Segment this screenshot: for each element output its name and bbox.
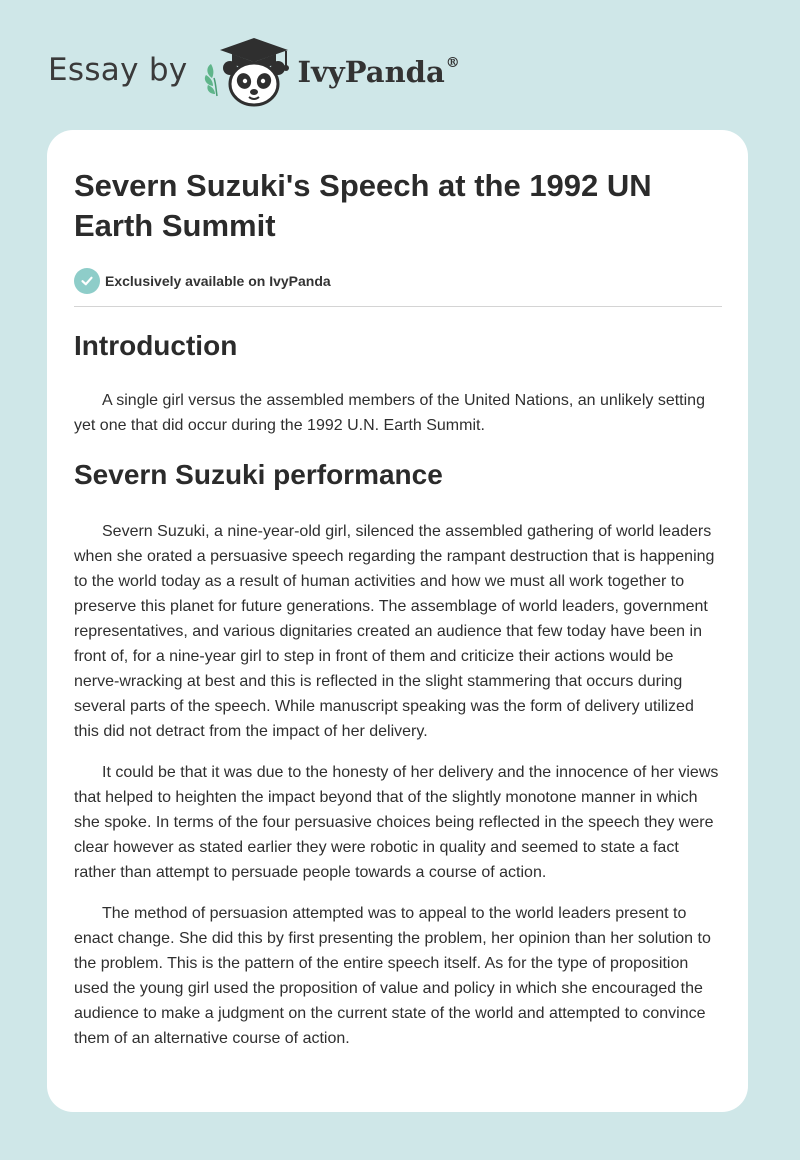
page-title: Severn Suzuki's Speech at the 1992 UN Earth Summit — [74, 168, 652, 243]
paragraph: The method of persuasion attempted was to appeal to the world leaders present to enact change. She did this by first presenting the problem, her opinion than her solution to the problem. This is the pattern of the entire speech itself. As for the type of proposition used the young girl used the proposition of value and policy in which she encouraged the audience to make a judgment on the current state of the world and attempted to convince them of an alternative course of action. — [74, 905, 711, 1047]
paragraph: A single girl versus the assembled members of the United Nations, an unlikely setting yet one that did occur during the 1992 U.N. Earth Summit. — [74, 392, 705, 434]
site-header — [48, 34, 460, 108]
registered-mark: ® — [445, 55, 460, 72]
brand-name[interactable] — [298, 55, 460, 89]
paragraph: Severn Suzuki, a nine-year-old girl, silenced the assembled gathering of world leaders when she orated a persuasive speech regarding the rampant destruction that is happening to the world today as a result of human activities and how we must all work together to preserve this planet for future generations. The assemblage of world leaders, government representatives, and various dignitaries created an audience that few today have been in front of, for a nine-year girl to step in front of them and criticize their actions would be nerve-wracking at best and this is reflected in the slight stammering that occurs during several parts of the speech. While manuscript speaking was the form of delivery utilized this did not detract from the impact of her delivery. — [74, 523, 715, 740]
section-heading-performance: Severn Suzuki performance — [74, 459, 443, 490]
essay-by-label: Essay by — [48, 52, 188, 88]
check-circle-icon — [74, 268, 100, 294]
exclusive-label: Exclusively available on IvyPanda — [105, 273, 331, 289]
section-heading-introduction: Introduction — [74, 330, 238, 361]
paragraph: It could be that it was due to the honesty of her delivery and the innocence of her views that helped to heighten the impact beyond that of the slightly monotone manner in which she spoke. In terms of the four persuasive choices being reflected in the speech they were clear however as stated earlier they were robotic in quality and seemed to state a fact rather than attempt to persuade people towards a course of action. — [74, 764, 719, 881]
exclusive-badge — [74, 267, 722, 295]
panda-graduation-cap-icon[interactable] — [202, 34, 294, 108]
divider — [74, 306, 722, 307]
ivy-leaf-icon — [204, 64, 216, 96]
essay-card — [47, 130, 748, 1112]
brand-label: IvyPanda — [297, 55, 445, 89]
